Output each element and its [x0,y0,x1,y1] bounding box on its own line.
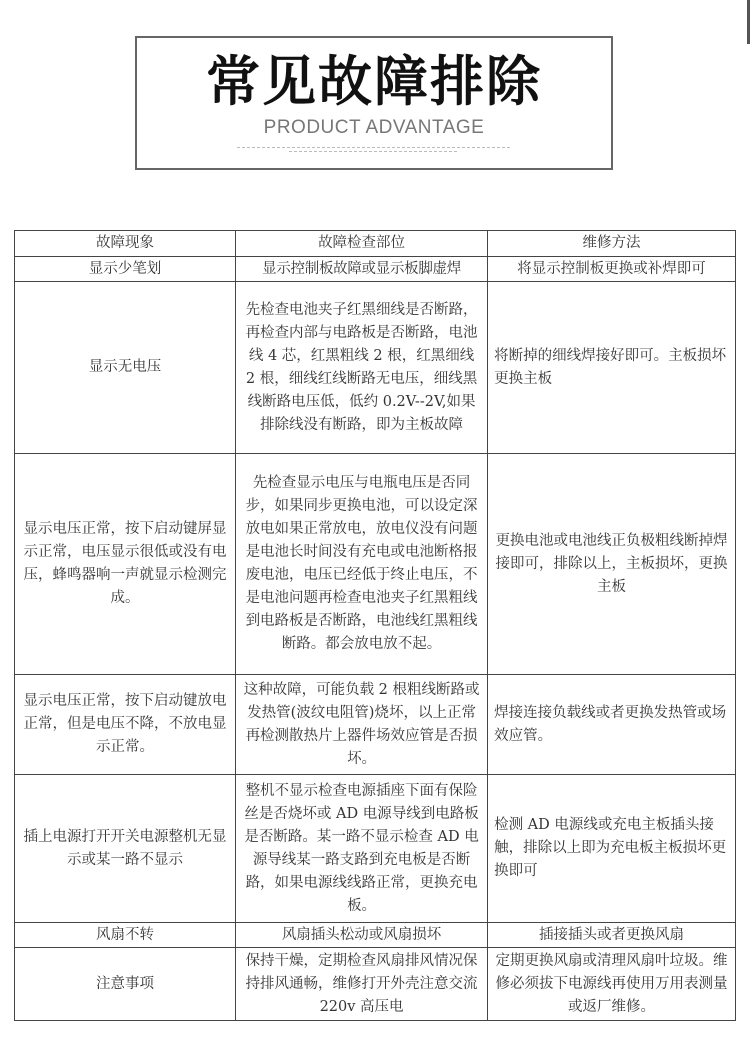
check-cell: 这种故障，可能负载 2 根粗线断路或发热管(波纹电阻管)烧坏，以上正常再检测散热片上器件场效应管是否损坏。 [236,675,488,775]
troubleshooting-table [14,230,736,1021]
decorative-fine-text [237,144,511,158]
check-cell: 整机不显示检查电源插座下面有保险丝是否烧坏或 AD 电源导线到电路板是否断路。某一路不显示检查 AD 电源导线某一路支路到充电板是否断路，如果电源线线路正常，更换充电板。 [236,775,488,923]
table-row [15,257,736,282]
fix-cell: 将断掉的细线焊接好即可。主板损坏更换主板 [488,282,736,454]
header-box [135,36,613,170]
symptom-cell: 显示无电压 [15,282,236,454]
table-row [15,923,736,948]
fix-cell: 检测 AD 电源线或充电主板插头接触，排除以上即为充电板主板损坏更换即可 [488,775,736,923]
table-row [15,775,736,923]
check-cell: 先检查电池夹子红黑细线是否断路，再检查内部与电路板是否断路，电池线 4 芯，红黑粗线 2 根，红黑细线 2 根，细线红线断路无电压，细线黑线断路电压低，低约 0.2V--2V,如果排除线没有断路，即为主板故障 [236,282,488,454]
column-header-fix: 维修方法 [488,231,736,257]
check-cell: 风扇插头松动或风扇损坏 [236,923,488,948]
symptom-cell: 注意事项 [15,948,236,1021]
table-row [15,675,736,775]
page-subtitle: PRODUCT ADVANTAGE [263,117,485,138]
page-title: 常见故障排除 [206,50,542,113]
symptom-cell: 显示少笔划 [15,257,236,282]
check-cell: 先检查显示电压与电瓶电压是否同步，如果同步更换电池，可以设定深放电如果正常放电，放电仪没有问题是电池长时间没有充电或电池断格报废电池，电压已经低于终止电压，不是电池问题再检查电池夹子红黑粗线到电路板是否断路，电池线红黑粗线断路。都会放电放不起。 [236,454,488,675]
fix-cell: 定期更换风扇或清理风扇叶垃圾。维修必须拔下电源线再使用万用表测量或返厂维修。 [488,948,736,1021]
table-row [15,282,736,454]
column-header-symptom: 故障现象 [15,231,236,257]
symptom-cell: 显示电压正常，按下启动键屏显示正常，电压显示很低或没有电压，蜂鸣器响一声就显示检测完成。 [15,454,236,675]
fix-cell: 更换电池或电池线正负极粗线断掉焊接即可，排除以上，主板损坏，更换主板 [488,454,736,675]
fix-cell: 将显示控制板更换或补焊即可 [488,257,736,282]
check-cell: 保持干燥，定期检查风扇排风情况保持排风通畅，维修打开外壳注意交流 220v 高压电 [236,948,488,1021]
check-cell: 显示控制板故障或显示板脚虚焊 [236,257,488,282]
symptom-cell: 显示电压正常，按下启动键放电正常，但是电压不降，不放电显示正常。 [15,675,236,775]
symptom-cell: 风扇不转 [15,923,236,948]
column-header-check: 故障检查部位 [236,231,488,257]
symptom-cell: 插上电源打开开关电源整机无显示或某一路不显示 [15,775,236,923]
table-row [15,454,736,675]
fix-cell: 插接插头或者更换风扇 [488,923,736,948]
table-row [15,948,736,1021]
table-header-row [15,231,736,257]
fix-cell: 焊接连接负载线或者更换发热管或场效应管。 [488,675,736,775]
